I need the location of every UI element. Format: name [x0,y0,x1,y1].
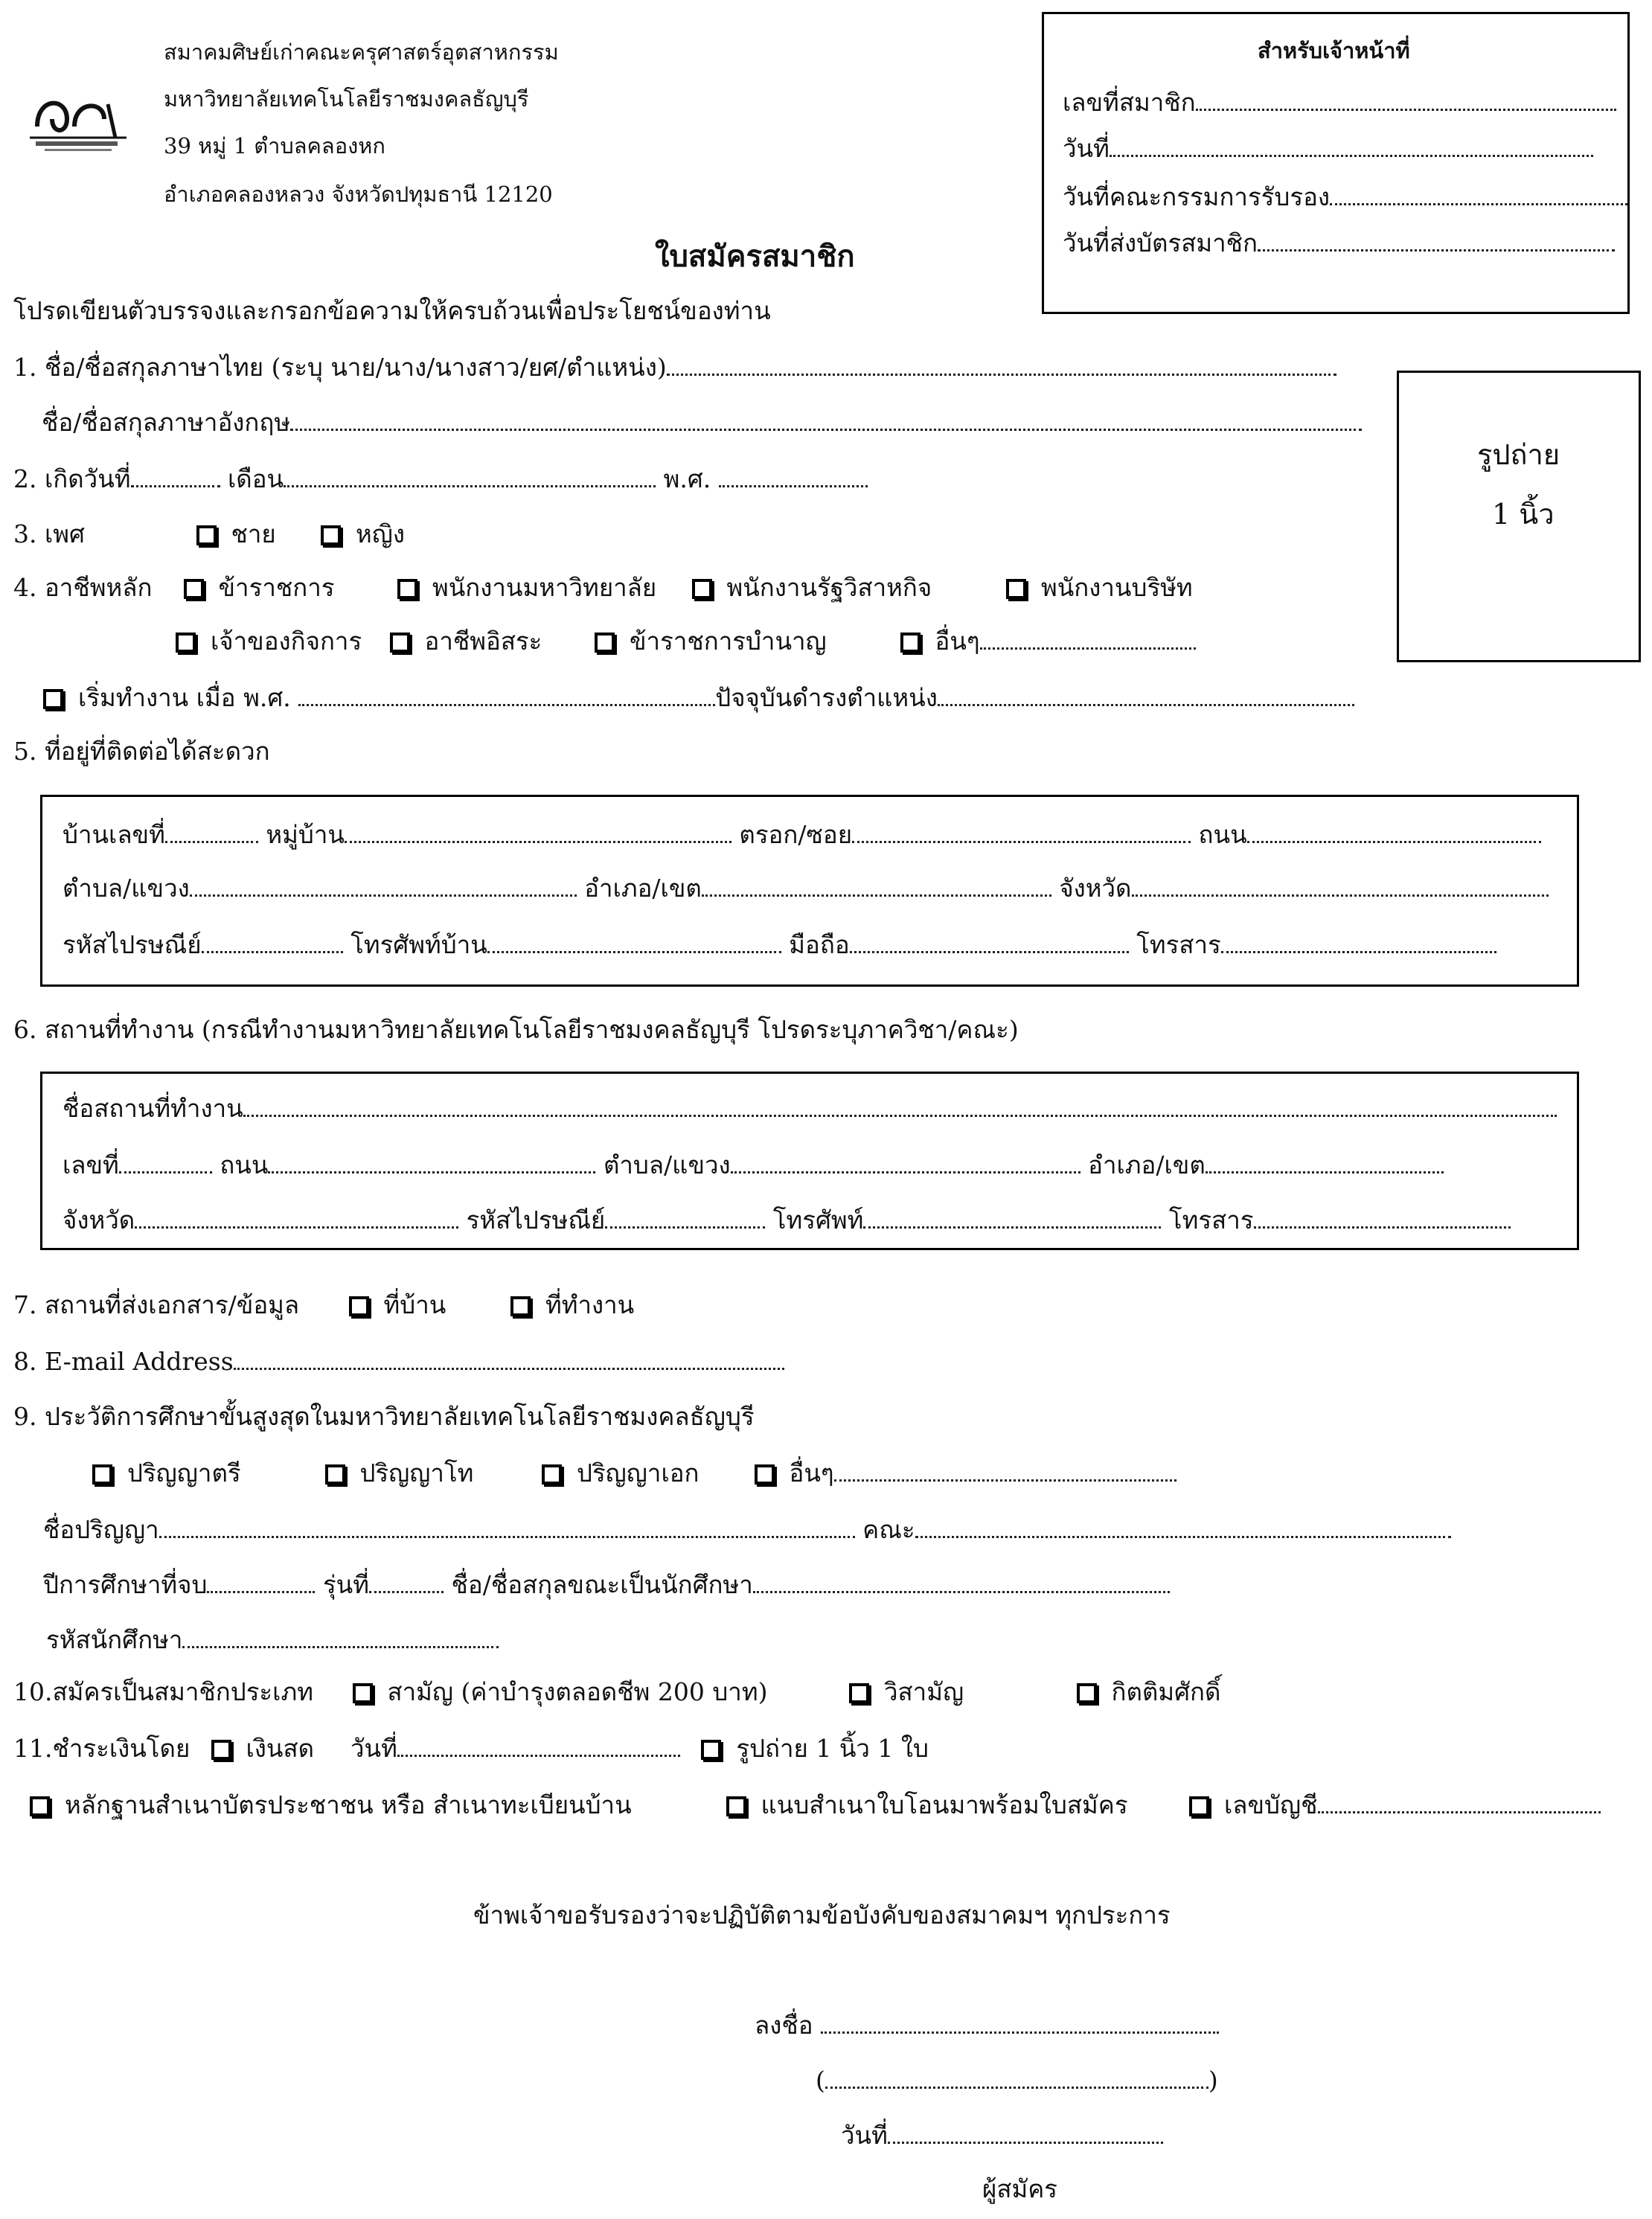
position-field[interactable] [938,683,1354,706]
work-district-field[interactable] [1206,1150,1444,1173]
q6-line1: ชื่อสถานที่ทำงาน [63,1094,1557,1124]
batch-field[interactable] [369,1570,444,1593]
work-province-field[interactable] [135,1205,458,1229]
q5-line1: บ้านเลขที่ หมู่บ้าน ตรอก/ซอย ถนน [63,820,1541,850]
subdistrict-field[interactable] [190,874,577,897]
form-title: ใบสมัครสมาชิก [655,239,855,274]
logo-icon [22,82,134,156]
approved-date-field[interactable] [1330,182,1627,205]
photo-label-2: 1 นิ้ว [1492,498,1555,531]
master-checkbox[interactable] [325,1464,345,1485]
office-approved: วันที่คณะกรรมการรับรอง [1063,182,1627,212]
card-sent-field[interactable] [1258,228,1615,252]
home-phone-field[interactable] [487,930,781,953]
signature-field[interactable] [821,2011,1219,2034]
office-date-field[interactable] [1110,134,1593,157]
q9-degree-level: ปริญญาตรี ปริญญาโท ปริญญาเอก อื่นๆ [92,1458,1176,1488]
assoc-line-4: อำเภอคลองหลวง จังหวัดปทุมธานี 12120 [164,182,553,207]
cash-checkbox[interactable] [211,1740,231,1760]
road-field[interactable] [1247,820,1541,843]
male-checkbox[interactable] [196,525,217,545]
fax-field[interactable] [1221,930,1496,953]
thai-name-field[interactable] [667,353,1336,376]
freelance-checkbox[interactable] [390,633,410,653]
mobile-field[interactable] [850,930,1129,953]
village-field[interactable] [345,820,731,843]
signature-line: ลงชื่อ [755,2011,1219,2040]
photo-label-1: รูปถ่าย [1477,438,1560,471]
q4-occupation-row1: 4. อาชีพหลัก ข้าราชการ พนักงานมหาวิทยาลัย พนักงานรัฐวิสาหกิจ พนักงานบริษัท [13,573,1193,602]
other-degree-checkbox[interactable] [755,1464,775,1485]
email-field[interactable] [234,1347,784,1370]
work-postcode-field[interactable] [605,1205,765,1229]
q9-grad-info: ปีการศึกษาที่จบ รุ่นที่ ชื่อ/ชื่อสกุลขณะเป็นนักศึกษา [43,1570,1170,1600]
q10-membership: 10.สมัครเป็นสมาชิกประเภท สามัญ (ค่าบำรุงตลอดชีพ 200 บาท) วิสามัญ กิตติมศักดิ์ [13,1677,1221,1706]
signature-date-line: วันที่ [841,2121,1163,2151]
work-subdistrict-field[interactable] [731,1150,1080,1173]
female-checkbox[interactable] [321,525,341,545]
q2-birth: 2. เกิดวันที่ เดือน พ.ศ. [13,464,868,494]
other-degree-field[interactable] [834,1458,1176,1482]
q5-label: 5. ที่อยู่ที่ติดต่อได้สะดวก [13,737,270,766]
postcode-field[interactable] [202,930,343,953]
ordinary-member-checkbox[interactable] [353,1683,373,1703]
other-occupation-field[interactable] [980,627,1196,650]
work-no-field[interactable] [119,1150,212,1173]
district-field[interactable] [702,874,1051,897]
declaration: ข้าพเจ้าขอรับรองว่าจะปฏิบัติตามข้อบังคับของสมาคมฯ ทุกประการ [473,1901,1171,1930]
q4-occupation-row2: เจ้าของกิจการ อาชีพอิสระ ข้าราชการบำนาญ อื่นๆ [176,627,1196,656]
q6-label: 6. สถานที่ทำงาน (กรณีทำงานมหาวิทยาลัยเทคโนโลยีราชมงคลธัญบุรี โปรดระบุภาควิชา/คณะ) [13,1015,1019,1044]
start-year-field[interactable] [298,683,715,706]
state-enterprise-checkbox[interactable] [692,579,712,599]
work-phone-field[interactable] [863,1205,1161,1229]
gov-official-checkbox[interactable] [184,579,204,599]
association-logo [22,82,134,156]
start-work-checkbox[interactable] [43,689,63,709]
workplace-name-field[interactable] [243,1094,1557,1117]
assoc-line-2: มหาวิทยาลัยเทคโนโลยีราชมงคลธัญบุรี [164,86,529,112]
id-copy-checkbox[interactable] [30,1796,50,1816]
q9-student-id: รหัสนักศึกษา [46,1625,499,1655]
business-owner-checkbox[interactable] [176,633,196,653]
q5-line2: ตำบล/แขวง อำเภอ/เขต จังหวัด [63,874,1549,903]
grad-year-field[interactable] [207,1570,315,1593]
birth-day-field[interactable] [131,464,220,487]
mail-home-checkbox[interactable] [349,1296,369,1316]
printed-name-field[interactable] [825,2066,1208,2089]
photo-attach-checkbox[interactable] [701,1740,721,1760]
q8-email: 8. E-mail Address [13,1347,784,1377]
q1-thai: 1. ชื่อ/ชื่อสกุลภาษาไทย (ระบุ นาย/นาง/นางสาว/ยศ/ตำแหน่ง) [13,353,1336,382]
q9-label: 9. ประวัติการศึกษาขั้นสูงสุดในมหาวิทยาลัยเทคโนโลยีราชมงคลธัญบุรี [13,1402,755,1431]
doctor-checkbox[interactable] [542,1464,562,1485]
member-no-field[interactable] [1196,88,1616,111]
honorary-member-checkbox[interactable] [1077,1683,1097,1703]
q6-line3: จังหวัด รหัสไปรษณีย์ โทรศัพท์ โทรสาร [63,1205,1511,1235]
q4-start-work: เริ่มทำงาน เมื่อ พ.ศ. ปัจจุบันดำรงตำแหน่ง [43,683,1354,713]
account-no-checkbox[interactable] [1189,1796,1209,1816]
faculty-field[interactable] [915,1515,1451,1538]
retired-official-checkbox[interactable] [595,633,615,653]
q11-payment: 11.ชำระเงินโดย เงินสด วันที่ รูปถ่าย 1 นิ้ว 1 ใบ [13,1734,929,1763]
q6-line2: เลขที่ ถนน ตำบล/แขวง อำเภอ/เขต [63,1150,1444,1180]
house-no-field[interactable] [165,820,258,843]
birth-month-field[interactable] [284,464,656,487]
birth-year-field[interactable] [719,464,868,487]
mail-work-checkbox[interactable] [510,1296,531,1316]
q1-english: ชื่อ/ชื่อสกุลภาษาอังกฤษ [42,408,1362,438]
assoc-line-1: สมาคมศิษย์เก่าคณะครุศาสตร์อุตสาหกรรม [164,39,559,65]
q3-gender: 3. เพศ ชาย หญิง [13,519,405,548]
printed-name-line: ( ) [816,2066,1218,2095]
degree-name-field[interactable] [159,1515,855,1538]
office-date: วันที่ [1063,134,1593,164]
office-card-sent: วันที่ส่งบัตรสมาชิก [1063,228,1615,258]
work-fax-field[interactable] [1254,1205,1511,1229]
english-name-field[interactable] [290,408,1362,431]
assoc-line-3: 39 หมู่ 1 ตำบลคลองหก [164,133,385,158]
company-staff-checkbox[interactable] [1006,579,1026,599]
province-field[interactable] [1132,874,1549,897]
payment-date-field[interactable] [397,1734,680,1757]
student-id-field[interactable] [182,1625,499,1648]
office-title: สำหรับเจ้าหน้าที่ [1258,38,1410,63]
signature-date-field[interactable] [888,2121,1163,2144]
q7-mailing: 7. สถานที่ส่งเอกสาร/ข้อมูล ที่บ้าน ที่ทำงาน [13,1290,635,1319]
student-name-field[interactable] [753,1570,1170,1593]
work-road-field[interactable] [268,1150,595,1173]
office-member-no: เลขที่สมาชิก [1063,88,1616,118]
bachelor-checkbox[interactable] [92,1464,112,1485]
univ-staff-checkbox[interactable] [397,579,417,599]
alley-field[interactable] [852,820,1191,843]
transfer-slip-checkbox[interactable] [726,1796,746,1816]
q9-degree-name: ชื่อปริญญา คณะ [43,1515,1451,1545]
q5-line3: รหัสไปรษณีย์ โทรศัพท์บ้าน มือถือ โทรสาร [63,930,1496,960]
account-no-field[interactable] [1318,1790,1601,1813]
extraordinary-member-checkbox[interactable] [849,1683,869,1703]
applicant-label: ผู้สมัคร [982,2174,1058,2203]
q11-documents: หลักฐานสำเนาบัตรประชาชน หรือ สำเนาทะเบียนบ้าน แนบสำเนาใบโอนมาพร้อมใบสมัคร เลขบัญชี [30,1790,1601,1820]
other-occupation-checkbox[interactable] [900,633,921,653]
instruction: โปรดเขียนตัวบรรจงและกรอกข้อความให้ครบถ้วนเพื่อประโยชน์ของท่าน [13,296,771,325]
